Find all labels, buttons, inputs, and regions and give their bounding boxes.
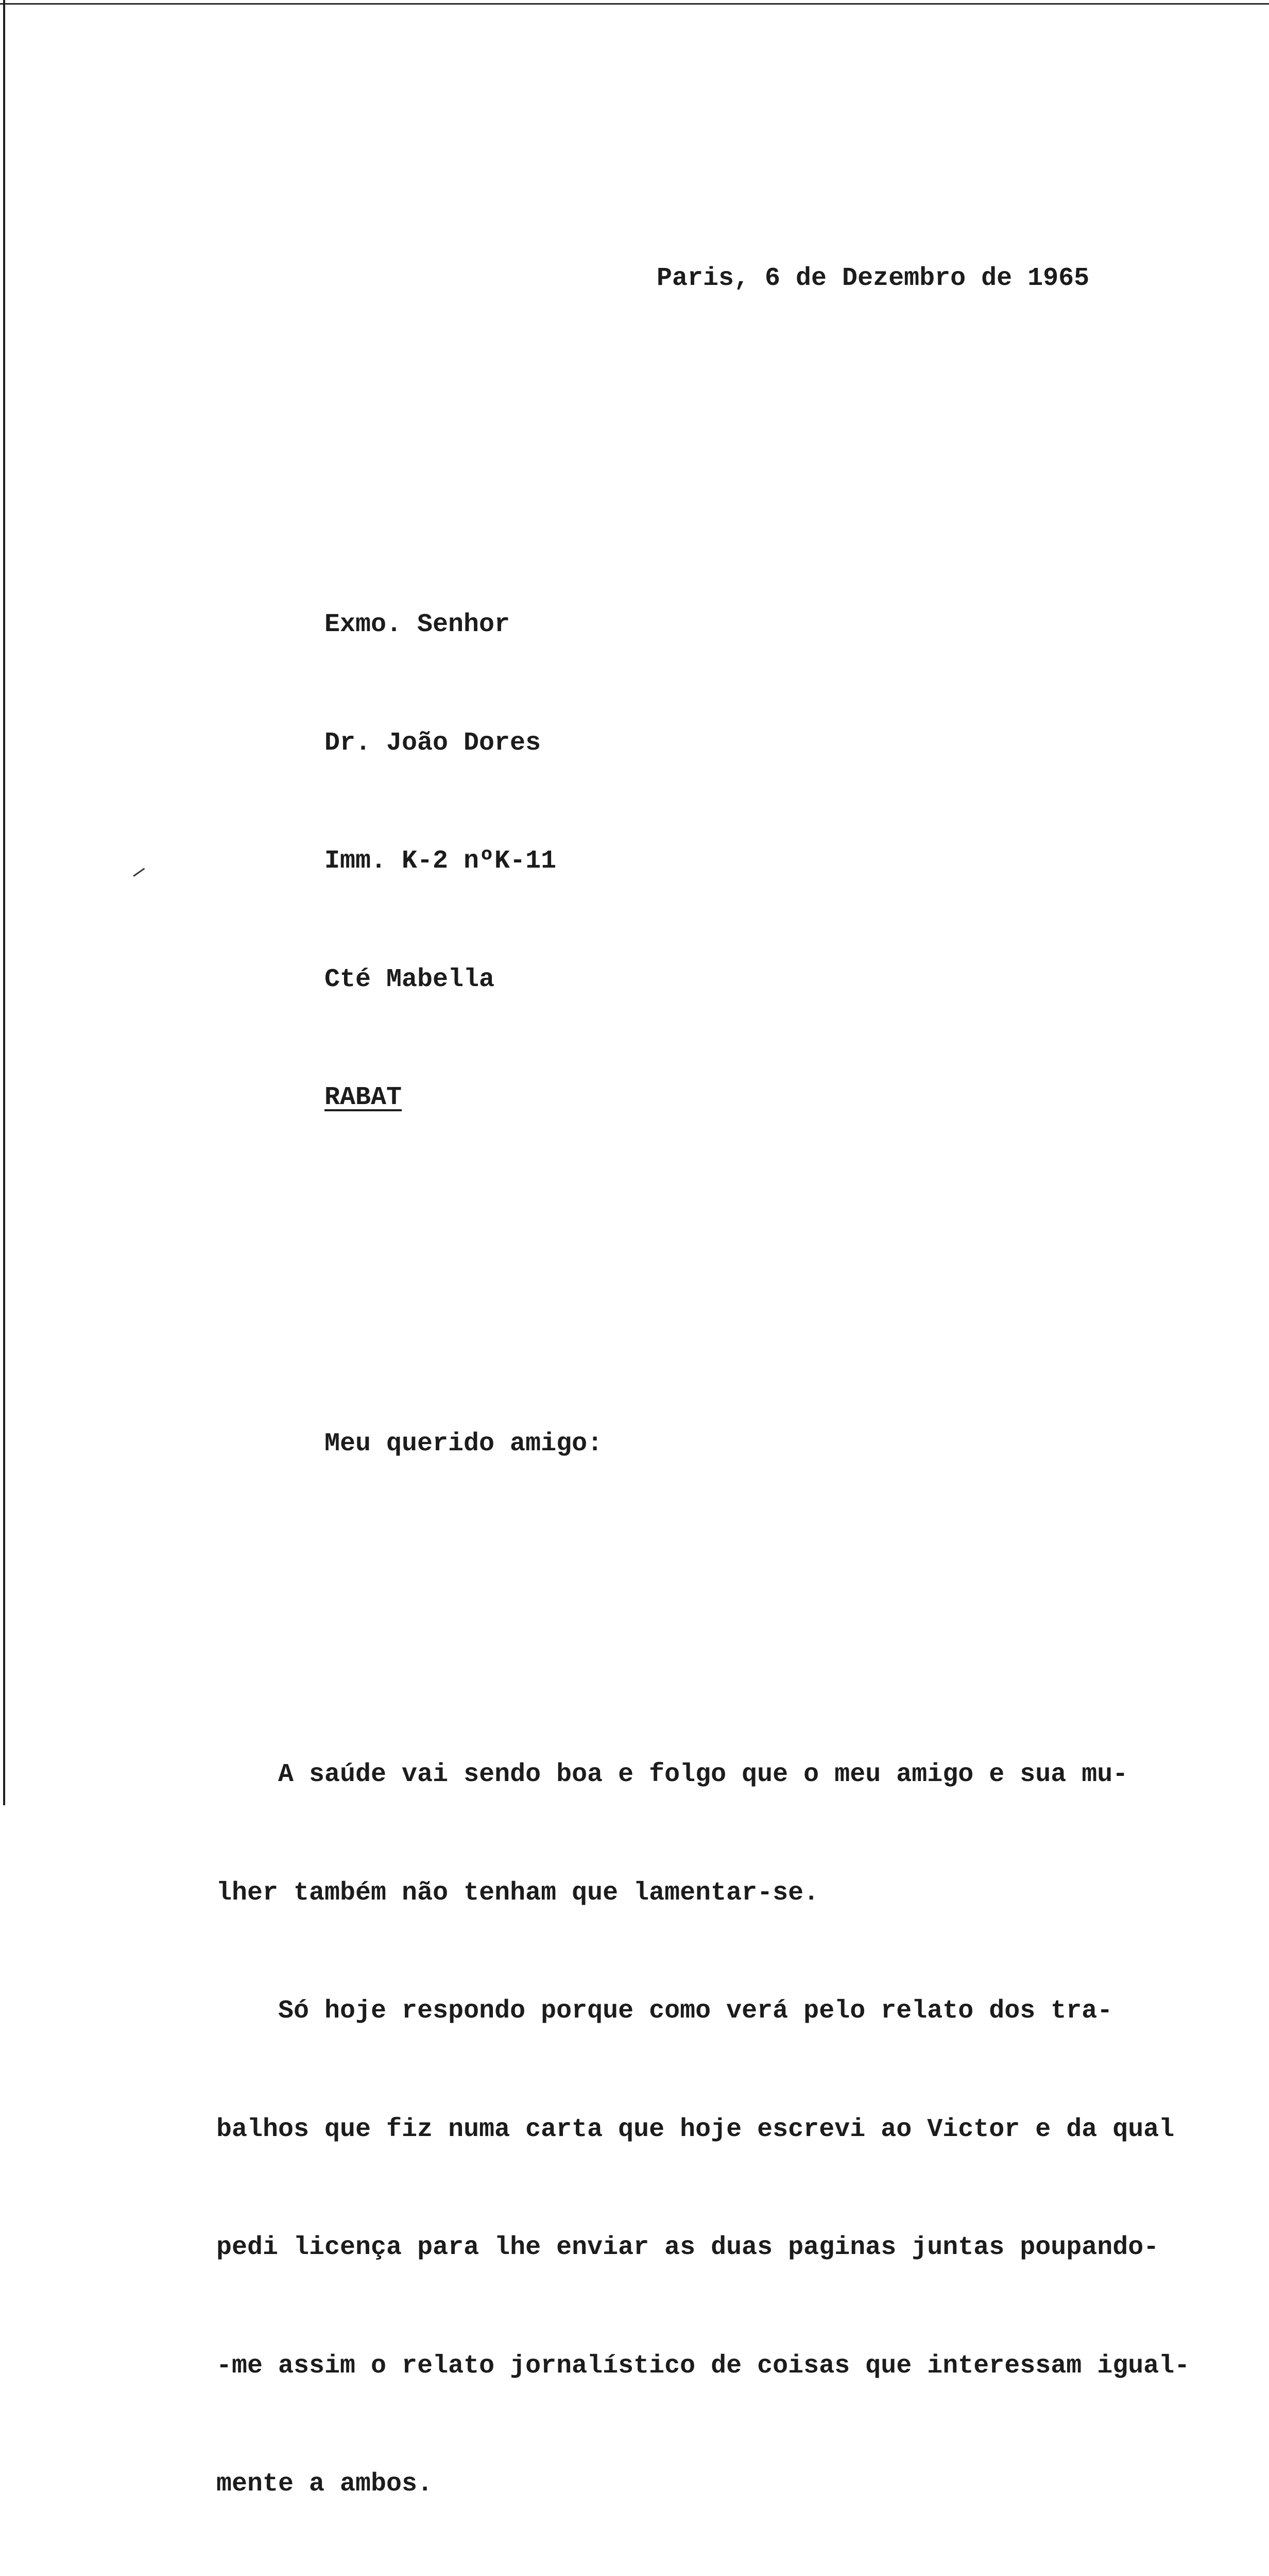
address-line: Exmo. Senhor: [324, 610, 510, 639]
address-line: Imm. K-2 nºK-11: [324, 846, 557, 876]
ink-mark: [133, 868, 150, 884]
scan-edge-top: [0, 3, 1269, 5]
body-line: lher também não tenham que lamentar-se.: [216, 1878, 819, 1908]
salutation: Meu querido amigo:: [324, 1429, 603, 1459]
address-city: RABAT: [324, 1083, 402, 1112]
letter-body: [216, 1676, 1205, 2576]
body-line: balhos que fiz numa carta que hoje escrevi ao Victor e da qual: [216, 2114, 1175, 2144]
recipient-address: [216, 527, 1205, 1197]
body-line: A saúde vai sendo boa e folgo que o meu amigo e sua mu-: [216, 1760, 1128, 1789]
address-line: Cté Mabella: [324, 964, 495, 994]
letter-date: Paris, 6 de Dezembro de 1965: [657, 264, 1090, 293]
address-line: Dr. João Dores: [324, 728, 541, 758]
body-line: -me assim o relato jornalístico de coisas que interessam igual-: [216, 2351, 1190, 2381]
scan-edge-left: [3, 0, 5, 1805]
body-line: mente a ambos.: [216, 2469, 433, 2499]
letter-page: [216, 180, 1205, 2576]
body-line: Só hoje respondo porque como verá pelo relato dos tra-: [216, 1996, 1113, 2026]
body-line: pedi licença para lhe enviar as duas paginas juntas poupando-: [216, 2233, 1159, 2262]
